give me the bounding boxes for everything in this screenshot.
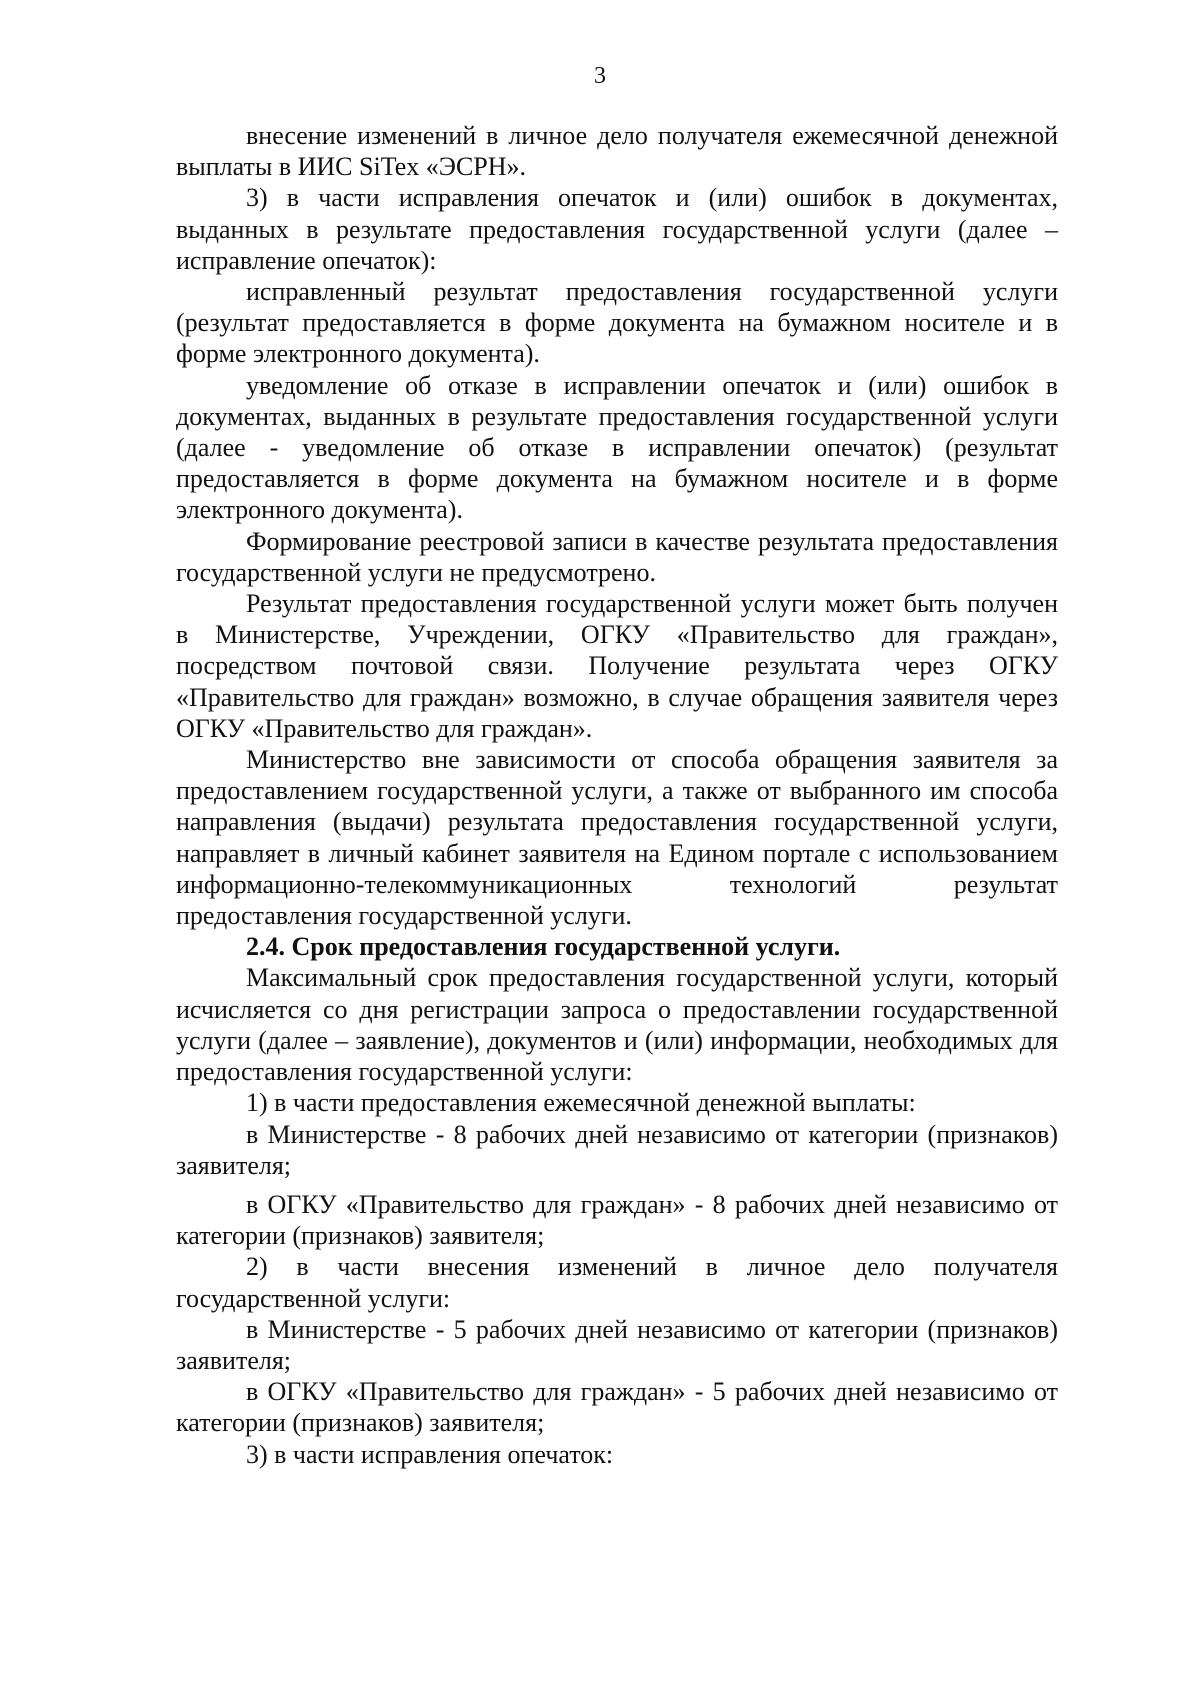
document-body (176, 120, 1058, 1470)
paragraph-9: 1) в части предоставления ежемесячной денежной выплаты: (246, 1088, 916, 1118)
paragraph-2: 3) в части исправления опечаток и (или) ошибок в документах, выданных в результате предоставления государственной услуги (далее – исправление опечаток): (176, 183, 1058, 275)
page-number: 3 (594, 63, 606, 89)
paragraph-1: внесение изменений в личное дело получателя ежемесячной денежной выплаты в ИИС SiTex «ЭСРН». (176, 121, 1058, 182)
paragraph-6: Результат предоставления государственной услуги может быть получен в Министерстве, Учреждении, ОГКУ «Правительство для граждан», посредством почтовой связи. Получение результата через ОГКУ «Правительство для граждан» возможно, в случае обращения заявителя через ОГКУ «Правительство для граждан». (176, 589, 1058, 743)
paragraph-4: уведомление об отказе в исправлении опечаток и (или) ошибок в документах, выданных в результате предоставления государственной услуги (далее - уведомление об отказе в исправлении опечаток) (результат предоставляется в форме документа на бумажном носителе и в форме электронного документа). (176, 370, 1058, 525)
paragraph-15: 3) в части исправления опечаток: (246, 1439, 614, 1469)
paragraph-14: в ОГКУ «Правительство для граждан» - 5 рабочих дней независимо от категории (признаков) заявителя; (176, 1377, 1058, 1438)
paragraph-11: в ОГКУ «Правительство для граждан» - 8 рабочих дней независимо от категории (признаков) заявителя; (176, 1189, 1058, 1251)
section-heading-2-4: 2.4. Срок предоставления государственной услуги. (246, 932, 841, 962)
paragraph-7: Министерство вне зависимости от способа обращения заявителя за предоставлением государственной услуги, а также от выбранного им способа направления (выдачи) результата предоставления государственной услуги, направляет в личный кабинет заявителя на Едином портале с использованием информационно-телекоммуникационных технологий результат предоставления государственной услуги. (176, 745, 1058, 931)
paragraph-10: в Министерстве - 8 рабочих дней независимо от категории (признаков) заявителя; (176, 1119, 1058, 1180)
paragraph-5: Формирование реестровой записи в качестве результата предоставления государственной услуги не предусмотрено. (176, 526, 1058, 587)
paragraph-8: Максимальный срок предоставления государственной услуги, который исчисляется со дня регистрации запроса о предоставлении государственной услуги (далее – заявление), документов и (или) информации, необходимых для предоставления государственной услуги: (176, 963, 1058, 1087)
paragraph-12: 2) в части внесения изменений в личное дело получателя государственной услуги: (176, 1252, 1058, 1313)
paragraph-3: исправленный результат предоставления государственной услуги (результат предоставляется в форме документа на бумажном носителе и в форме электронного документа). (176, 277, 1058, 369)
paragraph-13: в Министерстве - 5 рабочих дней независимо от категории (признаков) заявителя; (176, 1314, 1058, 1375)
